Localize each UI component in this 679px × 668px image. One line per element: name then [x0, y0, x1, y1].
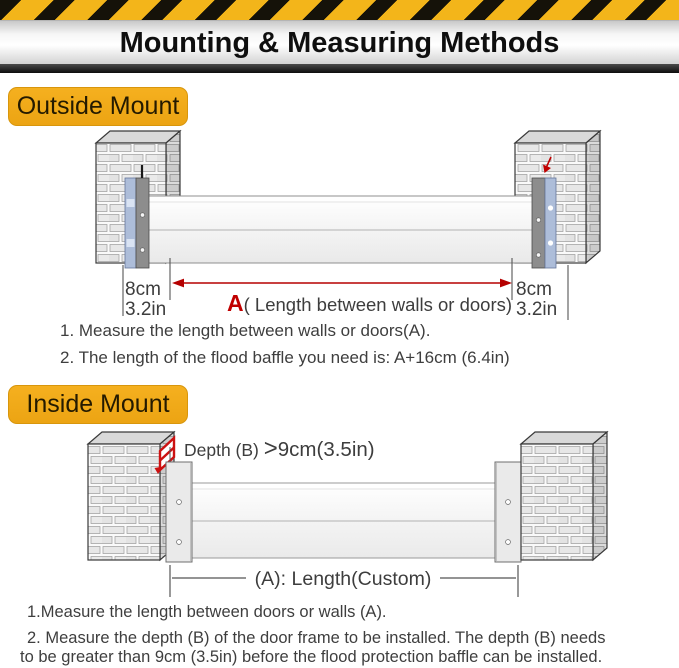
- custom-length-label: (A): Length(Custom): [254, 568, 432, 590]
- inside-right-pillar: [521, 432, 607, 560]
- inside-mount-badge: Inside Mount: [8, 385, 188, 424]
- flood-baffle: [140, 196, 535, 263]
- length-measurement: [123, 258, 568, 320]
- inside-instruction-1: 1.Measure the length between doors or walls (A).: [27, 603, 387, 621]
- right-gap-cm: 8cm: [516, 279, 552, 300]
- left-gap-cm: 8cm: [125, 279, 161, 300]
- outside-instruction-2: 2. The length of the flood baffle you need is: A+16cm (6.4in): [60, 348, 510, 367]
- outside-mount-diagram: [85, 123, 610, 320]
- length-a-label: A( Length between walls or doors): [227, 290, 513, 316]
- left-channel-bracket: [125, 165, 149, 268]
- outside-mount-badge: Outside Mount: [8, 87, 188, 126]
- right-gap-in: 3.2in: [516, 299, 558, 320]
- flood-baffle-inside: [192, 483, 495, 558]
- title-underbar: [0, 64, 679, 73]
- custom-length-measurement: [170, 565, 518, 597]
- inside-mount-diagram: [78, 425, 613, 600]
- inside-instruction-2-line2: to be greater than 9cm (3.5in) before the flood protection baffle can be installed.: [20, 648, 603, 666]
- depth-label: Depth (B) >9cm(3.5in): [184, 435, 375, 462]
- title-bar: [0, 20, 679, 65]
- left-gap-in: 3.2in: [125, 299, 167, 320]
- inside-instruction-2-line1: 2. Measure the depth (B) of the door frame to be installed. The depth (B) needs: [27, 629, 606, 647]
- left-mounting-plate: [166, 447, 192, 562]
- length-arrow-icon: [172, 279, 512, 288]
- outside-instruction-1: 1. Measure the length between walls or doors(A).: [60, 321, 431, 340]
- page-title: Mounting & Measuring Methods: [119, 27, 560, 59]
